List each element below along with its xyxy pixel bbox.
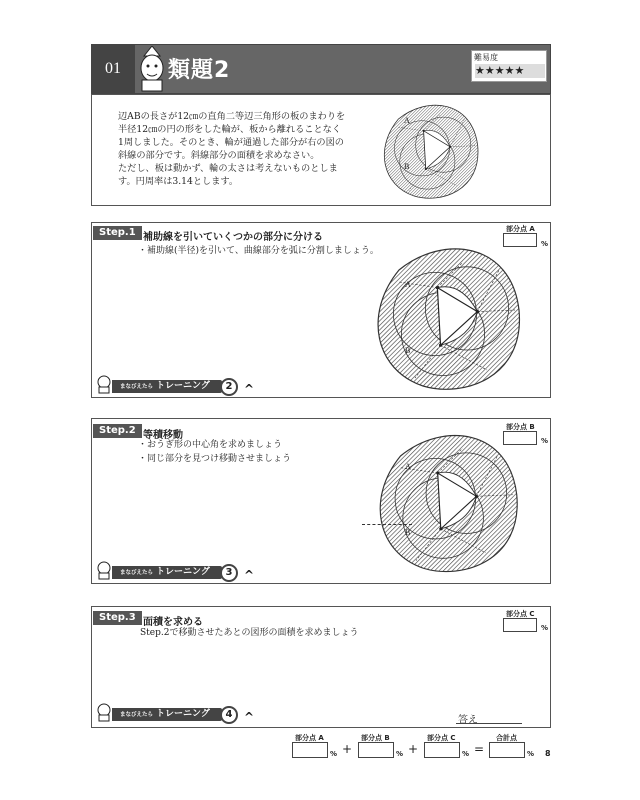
training-label: トレーニング	[156, 709, 210, 719]
difficulty-label: 難易度	[474, 53, 498, 62]
summary-input-a[interactable]	[292, 742, 328, 758]
page-title: 類題2	[168, 58, 231, 83]
training-label: トレーニング	[156, 381, 210, 391]
step2-line: ・同じ部分を見つけ移動させましょう	[138, 454, 292, 464]
problem-line: 半径12㎝の円の形をした輪が、板から離れることなく	[118, 124, 342, 135]
step3-score-input[interactable]	[503, 618, 537, 632]
step2-label-b: B	[405, 528, 411, 537]
step3-title: 面積を求める	[143, 617, 203, 628]
summary-pct-c: %	[462, 750, 470, 758]
step2-title: 等積移動	[143, 430, 183, 441]
problem-figure	[375, 98, 485, 204]
problem-line: 辺ABの長さが12㎝の直角二等辺三角形の板のまわりを	[118, 111, 346, 122]
training-label: トレーニング	[156, 567, 210, 577]
step3-body	[140, 626, 358, 640]
plus-sign: +	[342, 742, 353, 756]
answer-label: 答え	[458, 715, 478, 726]
step1-body	[138, 244, 379, 258]
training-small: まなびえたら	[120, 570, 154, 576]
mascot-icon	[95, 702, 113, 722]
step2-pct: %	[541, 437, 549, 445]
step2-tab: Step.2	[93, 424, 142, 438]
problem-line: す。円周率は3.14とします。	[118, 176, 239, 187]
step1-title: 補助線を引いていくつかの部分に分ける	[143, 232, 323, 243]
step1-pct: %	[541, 240, 549, 248]
step1-line: ・補助線(半径)を引いて、曲線部分を弧に分割しましょう。	[138, 246, 379, 256]
step3-tab: Step.3	[93, 611, 142, 625]
page-number: 8	[545, 749, 551, 758]
problem-line: 1周しました。そのとき、輪が通過した部分が右の図の	[118, 137, 344, 148]
mascot-icon	[138, 46, 166, 92]
step2-figure	[362, 425, 532, 580]
answer-input[interactable]	[456, 723, 522, 724]
summary-pct-a: %	[330, 750, 338, 758]
problem-text	[118, 110, 368, 188]
step3-training-link[interactable]	[112, 708, 222, 721]
problem-number: 01	[91, 44, 135, 94]
summary-label-b: 部分点 B	[361, 734, 390, 742]
step2-body	[138, 438, 291, 466]
step2-dashed-line	[362, 524, 412, 525]
plus-sign: +	[408, 742, 419, 756]
summary-pct-total: %	[527, 750, 535, 758]
step1-caret: ^	[244, 382, 255, 396]
problem-line: ただし、板は動かず、輪の太さは考えないものとしま	[118, 163, 338, 174]
figure-label-a: A	[404, 116, 410, 125]
step3-pct: %	[541, 624, 549, 632]
step1-score-label: 部分点 A	[506, 225, 535, 233]
summary-label-a: 部分点 A	[295, 734, 324, 742]
step1-label-b: B	[405, 346, 411, 355]
summary-pct-b: %	[396, 750, 404, 758]
step2-caret: ^	[244, 568, 255, 582]
step3-training-number: 4	[220, 706, 238, 724]
mascot-icon	[95, 560, 113, 580]
summary-input-total[interactable]	[489, 742, 525, 758]
problem-line: 斜線の部分です。斜線部分の面積を求めなさい。	[118, 150, 320, 161]
step1-training-link[interactable]	[112, 380, 222, 393]
summary-label-total: 合計点	[496, 734, 517, 742]
step1-tab: Step.1	[93, 226, 142, 240]
figure-label-b: B	[404, 162, 410, 171]
equals-sign: =	[474, 742, 485, 756]
training-small: まなびえたら	[120, 384, 154, 390]
step1-label-a: A	[405, 280, 411, 289]
step2-training-number: 3	[220, 564, 238, 582]
step1-figure	[357, 238, 537, 398]
summary-input-c[interactable]	[424, 742, 460, 758]
summary-label-c: 部分点 C	[427, 734, 456, 742]
training-small: まなびえたら	[120, 712, 154, 718]
step3-score-label: 部分点 C	[506, 610, 535, 618]
step2-training-link[interactable]	[112, 566, 222, 579]
step2-score-label: 部分点 B	[506, 423, 535, 431]
step1-training-number: 2	[220, 378, 238, 396]
step3-line: Step.2で移動させたあとの図形の面積を求めましょう	[140, 628, 359, 638]
summary-input-b[interactable]	[358, 742, 394, 758]
mascot-icon	[95, 374, 113, 394]
step3-caret: ^	[244, 710, 255, 724]
difficulty-stars: ★★★★★	[475, 64, 545, 78]
step2-line: ・おうぎ形の中心角を求めましょう	[138, 440, 283, 450]
step2-label-a: A	[405, 462, 411, 471]
